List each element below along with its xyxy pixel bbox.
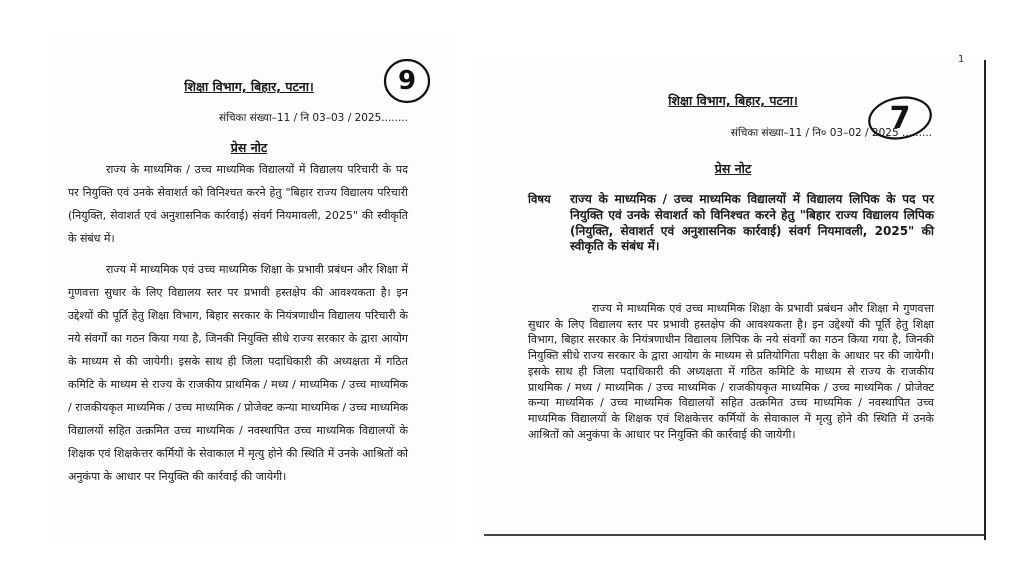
file-reference: संचिका संख्या–11 / नि० 03–02 / 2025 .........	[730, 127, 932, 139]
page-number-circle	[866, 94, 934, 142]
subject-paragraph: राज्य के माध्यमिक / उच्च माध्यमिक विद्यालयों में विद्यालय लिपिक के पद पर नियुक्ति एवं उनके सेवाशर्त को विनिश्चत करने हेतु "बिहार राज्य विद्यालय लिपिक (नियुक्ति, सेवाशर्त एवं अनुशासनिक कार्रवाई) संवर्ग नियमावली, 2025" की स्वीकृति के संबंध में।	[570, 192, 934, 254]
scan-border-bottom	[484, 534, 984, 536]
page-number: 7	[889, 100, 911, 136]
department-header: शिक्षा विभाग, बिहार, पटना।	[668, 93, 798, 108]
corner-mark: 1	[958, 54, 965, 65]
page-number: 9	[397, 66, 417, 96]
body-paragraph: राज्य में माध्यमिक एवं उच्च माध्यमिक शिक्षा के प्रभावी प्रबंधन और शिक्षा में गुणवत्ता सुधार के लिए विद्यालय स्तर पर प्रभावी हस्तक्षेप की आवश्यकता है। इन उद्देश्यों की पूर्ति हेतु शिक्षा विभाग, बिहार सरकार के नियंत्रणाधीन विद्यालय परिचारी के नये संवर्गों का गठन किया गया है, जिनकी नियुक्ति सीधे राज्य सरकार के द्वारा आयोग के माध्यम से की जायेगी। इसके साथ ही जिला पदाधिकारी की अध्यक्षता में गठित कमिटि के माध्यम से राज्य के राजकीय प्राथमिक / मध्य / माध्यमिक / उच्च माध्यमिक / राजकीयकृत माध्यमिक / उच्च माध्यमिक / प्रोजेक्ट कन्या माध्यमिक / उच्च माध्यमिक विद्यालयों सहित उत्क्रमित उच्च माध्यमिक / नवस्थापित उच्च माध्यमिक विद्यालयों के शिक्षक एवं शिक्षकेत्तर कर्मियों के सेवाकाल में मृत्यु होने की स्थिति में उनके आश्रितों को अनुकंपा के आधार पर नियुक्ति की कार्रवाई की जायेगी।	[68, 263, 409, 483]
body-paragraph: राज्य मे माध्यमिक एवं उच्च माध्यमिक शिक्षा के प्रभावी प्रबंधन और शिक्षा मे गुणवत्ता सुधार के लिए विद्यालय स्तर पर प्रभावी हस्तक्षेप की आवश्यकता है। इन उद्देश्यों की पूर्ति हेतु शिक्षा विभाग, बिहार सरकार के नियंत्रणाधीन विद्यालय लिपिक के नये संवर्गों का गठन किया गया है, जिनकी नियुक्ति सीधे राज्य सरकार के द्वारा आयोग के माध्यम से प्रतियोगिता परीक्षा के आधार पर की जायेगी। इसके साथ ही जिला पदाधिकारी की अध्यक्षता में गठित कमिटि के माध्यम से राज्य के राजकीय प्राथमिक / मध्य / माध्यमिक / उच्च माध्यमिक / राजकीयकृत माध्यमिक / उच्च माध्यमिक / प्रोजेक्ट कन्या माध्यमिक / उच्च माध्यमिक विद्यालयों सहित उत्क्रमित उच्च माध्यमिक / नवस्थापित उच्च माध्यमिक विद्यालयों के शिक्षक एवं शिक्षकेत्तर कर्मियों के सेवाकाल में मृत्यु होने की स्थिति में उनके आश्रितों को अनुकंपा के आधार पर नियुक्ति की कार्रवाई की जायेगी।	[528, 302, 934, 441]
file-reference: संचिका संख्या–11 / नि 03–03 / 2025........	[219, 112, 408, 124]
scan-border-right	[984, 60, 986, 540]
press-note-title: प्रेस नोट	[230, 140, 268, 155]
subject-label: विषय	[528, 192, 551, 206]
subject-paragraph: राज्य के माध्यमिक / उच्च माध्यमिक विद्यालयों में विद्यालय परिचारी के पद पर नियुक्ति एवं उनके सेवाशर्त को विनिश्चत करने हेतु "बिहार राज्य विद्यालय परिचारी (नियुक्ति, सेवाशर्त एवं अनुशासनिक कार्रवाई) संवर्ग नियमावली, 2025" की स्वीकृति के संबंध में।	[68, 163, 408, 245]
department-header: शिक्षा विभाग, बिहार, पटना।	[184, 79, 314, 94]
press-note-title: प्रेस नोट	[714, 161, 752, 176]
right-document-page	[474, 54, 992, 544]
left-document-page	[48, 36, 450, 542]
